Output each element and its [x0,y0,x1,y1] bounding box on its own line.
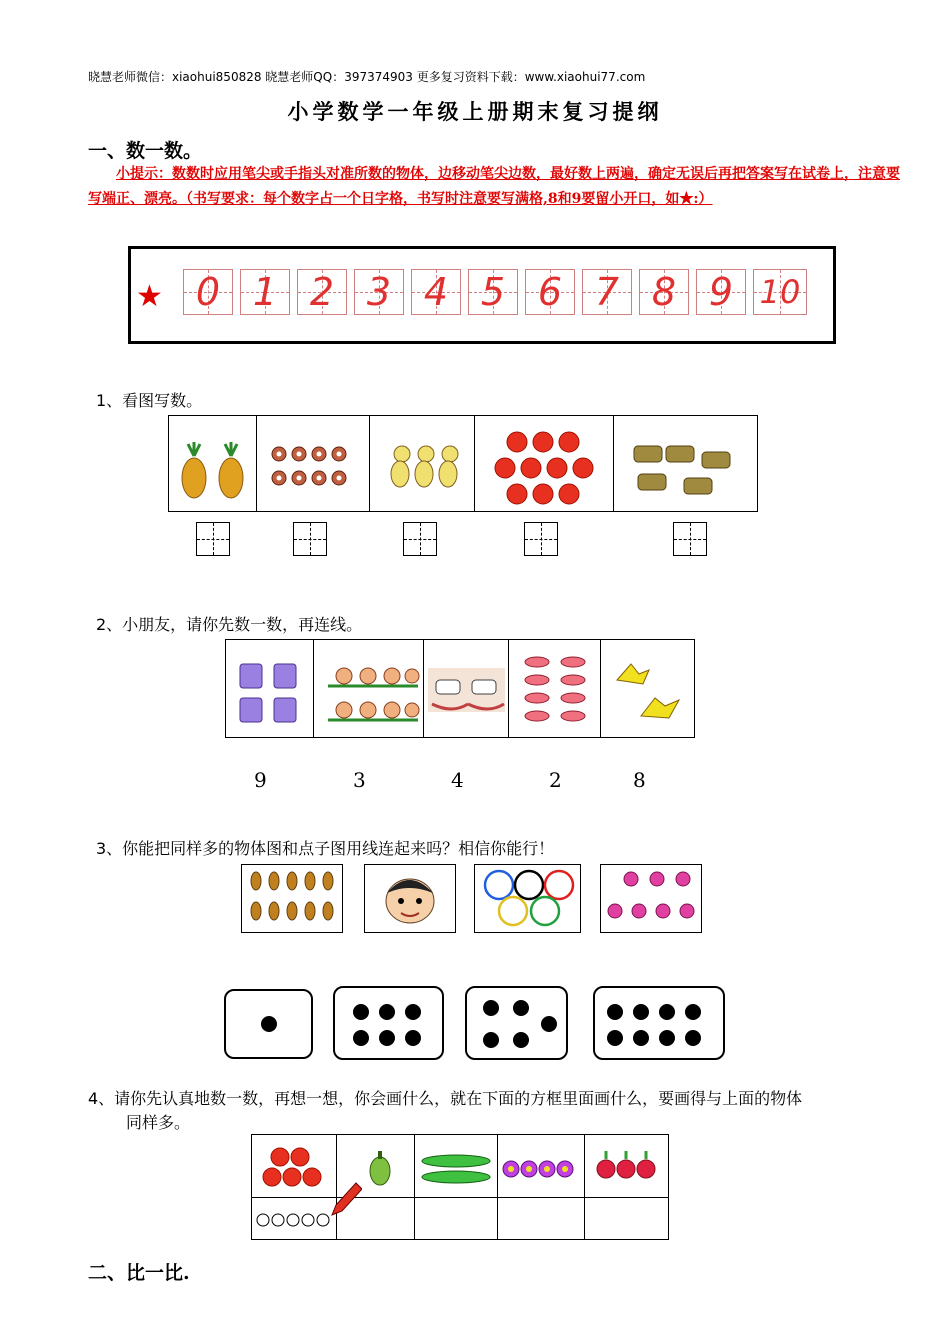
q1-label: 1、看图写数。 [96,391,203,410]
dice-6 [333,986,444,1060]
digit-cell: 4 [411,269,461,315]
q4-table [251,1134,669,1240]
header-note: 晓慧老师微信：xiaohui850828 晓慧老师QQ：397374903 更多复习资料下载：www.xiaohui77.com [88,70,646,84]
digit-cell: 9 [696,269,746,315]
digit-cell: 8 [639,269,689,315]
digit-writing-box [128,246,836,344]
cattle-cell [614,416,757,511]
q2-number: 2 [549,768,562,792]
digit-cell: 5 [468,269,518,315]
digit-cell: 1 [240,269,290,315]
tomato-icon [252,1135,336,1197]
dot [405,1004,421,1020]
q2-number: 4 [451,768,464,792]
dot [261,1016,277,1032]
dot [685,1030,701,1046]
dot [353,1030,369,1046]
answer-box[interactable] [673,522,707,556]
radish-icon [584,1135,668,1197]
flower-cell [257,416,370,511]
dice-8 [593,986,725,1060]
dot [607,1004,623,1020]
cup-icon [226,640,314,737]
dot [685,1004,701,1020]
q2-number: 3 [353,768,366,792]
roses-picture [600,864,702,933]
q2-number: 8 [633,768,646,792]
section-1-heading: 一、数一数。 [88,140,203,162]
dot [633,1030,649,1046]
dice-5 [465,986,568,1060]
page-title: 小学数学一年级上册期末复习提纲 [287,99,663,124]
bird-cell [601,640,694,737]
fish-cell [509,640,601,737]
boy-face-icon [365,865,455,932]
answer-box[interactable] [196,522,230,556]
digit-cell: 3 [354,269,404,315]
drawing-box[interactable] [414,1197,497,1239]
answer-box[interactable] [524,522,558,556]
cattle-icon [614,416,757,511]
q2-picture-row [225,639,695,738]
cup-cell [226,640,314,737]
star-icon: ★ [136,279,163,314]
flower-icon [257,416,370,511]
q4-label: 4、请你先认真地数一数，再想一想，你会画什么，就在下面的方框里面画什么，要画得与上面的物体 [88,1089,803,1108]
boy-face-picture [364,864,456,933]
tip-end: ★:） [679,191,713,207]
snail-cell [314,640,424,737]
example-circles [254,1211,336,1229]
fish-icon [509,640,601,737]
rocking-horse-cell [424,640,509,737]
tomato-icon [475,416,614,511]
dot [513,1032,529,1048]
q2-label: 2、小朋友，请你先数一数，再连线。 [96,615,363,634]
dot [483,1000,499,1016]
wheat-picture [241,864,343,933]
flower-icon [497,1135,584,1197]
dot [353,1004,369,1020]
rose-icon [601,865,701,932]
digit-cell: 10 [753,269,807,315]
tip-lead: 小提示： [116,166,172,182]
q2-number: 9 [254,768,267,792]
dot [379,1030,395,1046]
q3-label: 3、你能把同样多的物体图和点子图用线连起来吗？相信你能行！ [96,839,555,858]
duckling-icon [370,416,475,511]
pineapple-icon [169,416,257,511]
dot [633,1004,649,1020]
bird-icon [601,640,694,737]
dot [513,1000,529,1016]
digit-cell: 0 [183,269,233,315]
q4-label-cont: 同样多。 [126,1113,191,1132]
digit-cell: 7 [582,269,632,315]
tomato-cell [475,416,614,511]
duckling-cell [370,416,475,511]
rings-icon [475,865,580,932]
digit-cell: 6 [525,269,575,315]
dice-1 [224,989,313,1059]
dot [659,1030,675,1046]
tip-text: 数数时应用笔尖或手指头对准所数的物体，边移动笔尖边数，最好数上两遍，确定无误后再把答案写在试卷上，注意要写端正、漂亮。（书写要求：每个数字占一个日字格，书写时注意要写满格,8和9要留小开口，如 [88,166,900,207]
dot [405,1030,421,1046]
dot [483,1032,499,1048]
tip-paragraph [88,162,908,212]
section-2-heading: 二、比一比. [88,1262,190,1284]
dot [659,1004,675,1020]
q1-picture-row [168,415,758,512]
pineapple-cell [169,416,257,511]
snail-icon [314,640,424,737]
drawing-box[interactable] [336,1197,414,1239]
dot [541,1016,557,1032]
wheat-icon [242,865,342,932]
dot [607,1030,623,1046]
answer-box[interactable] [293,522,327,556]
rocking-horse-icon [424,640,509,737]
cucumber-icon [414,1135,497,1197]
drawing-box[interactable] [584,1197,668,1239]
dot [379,1004,395,1020]
rings-picture [474,864,581,933]
drawing-box[interactable] [497,1197,584,1239]
answer-box[interactable] [403,522,437,556]
digit-cell: 2 [297,269,347,315]
